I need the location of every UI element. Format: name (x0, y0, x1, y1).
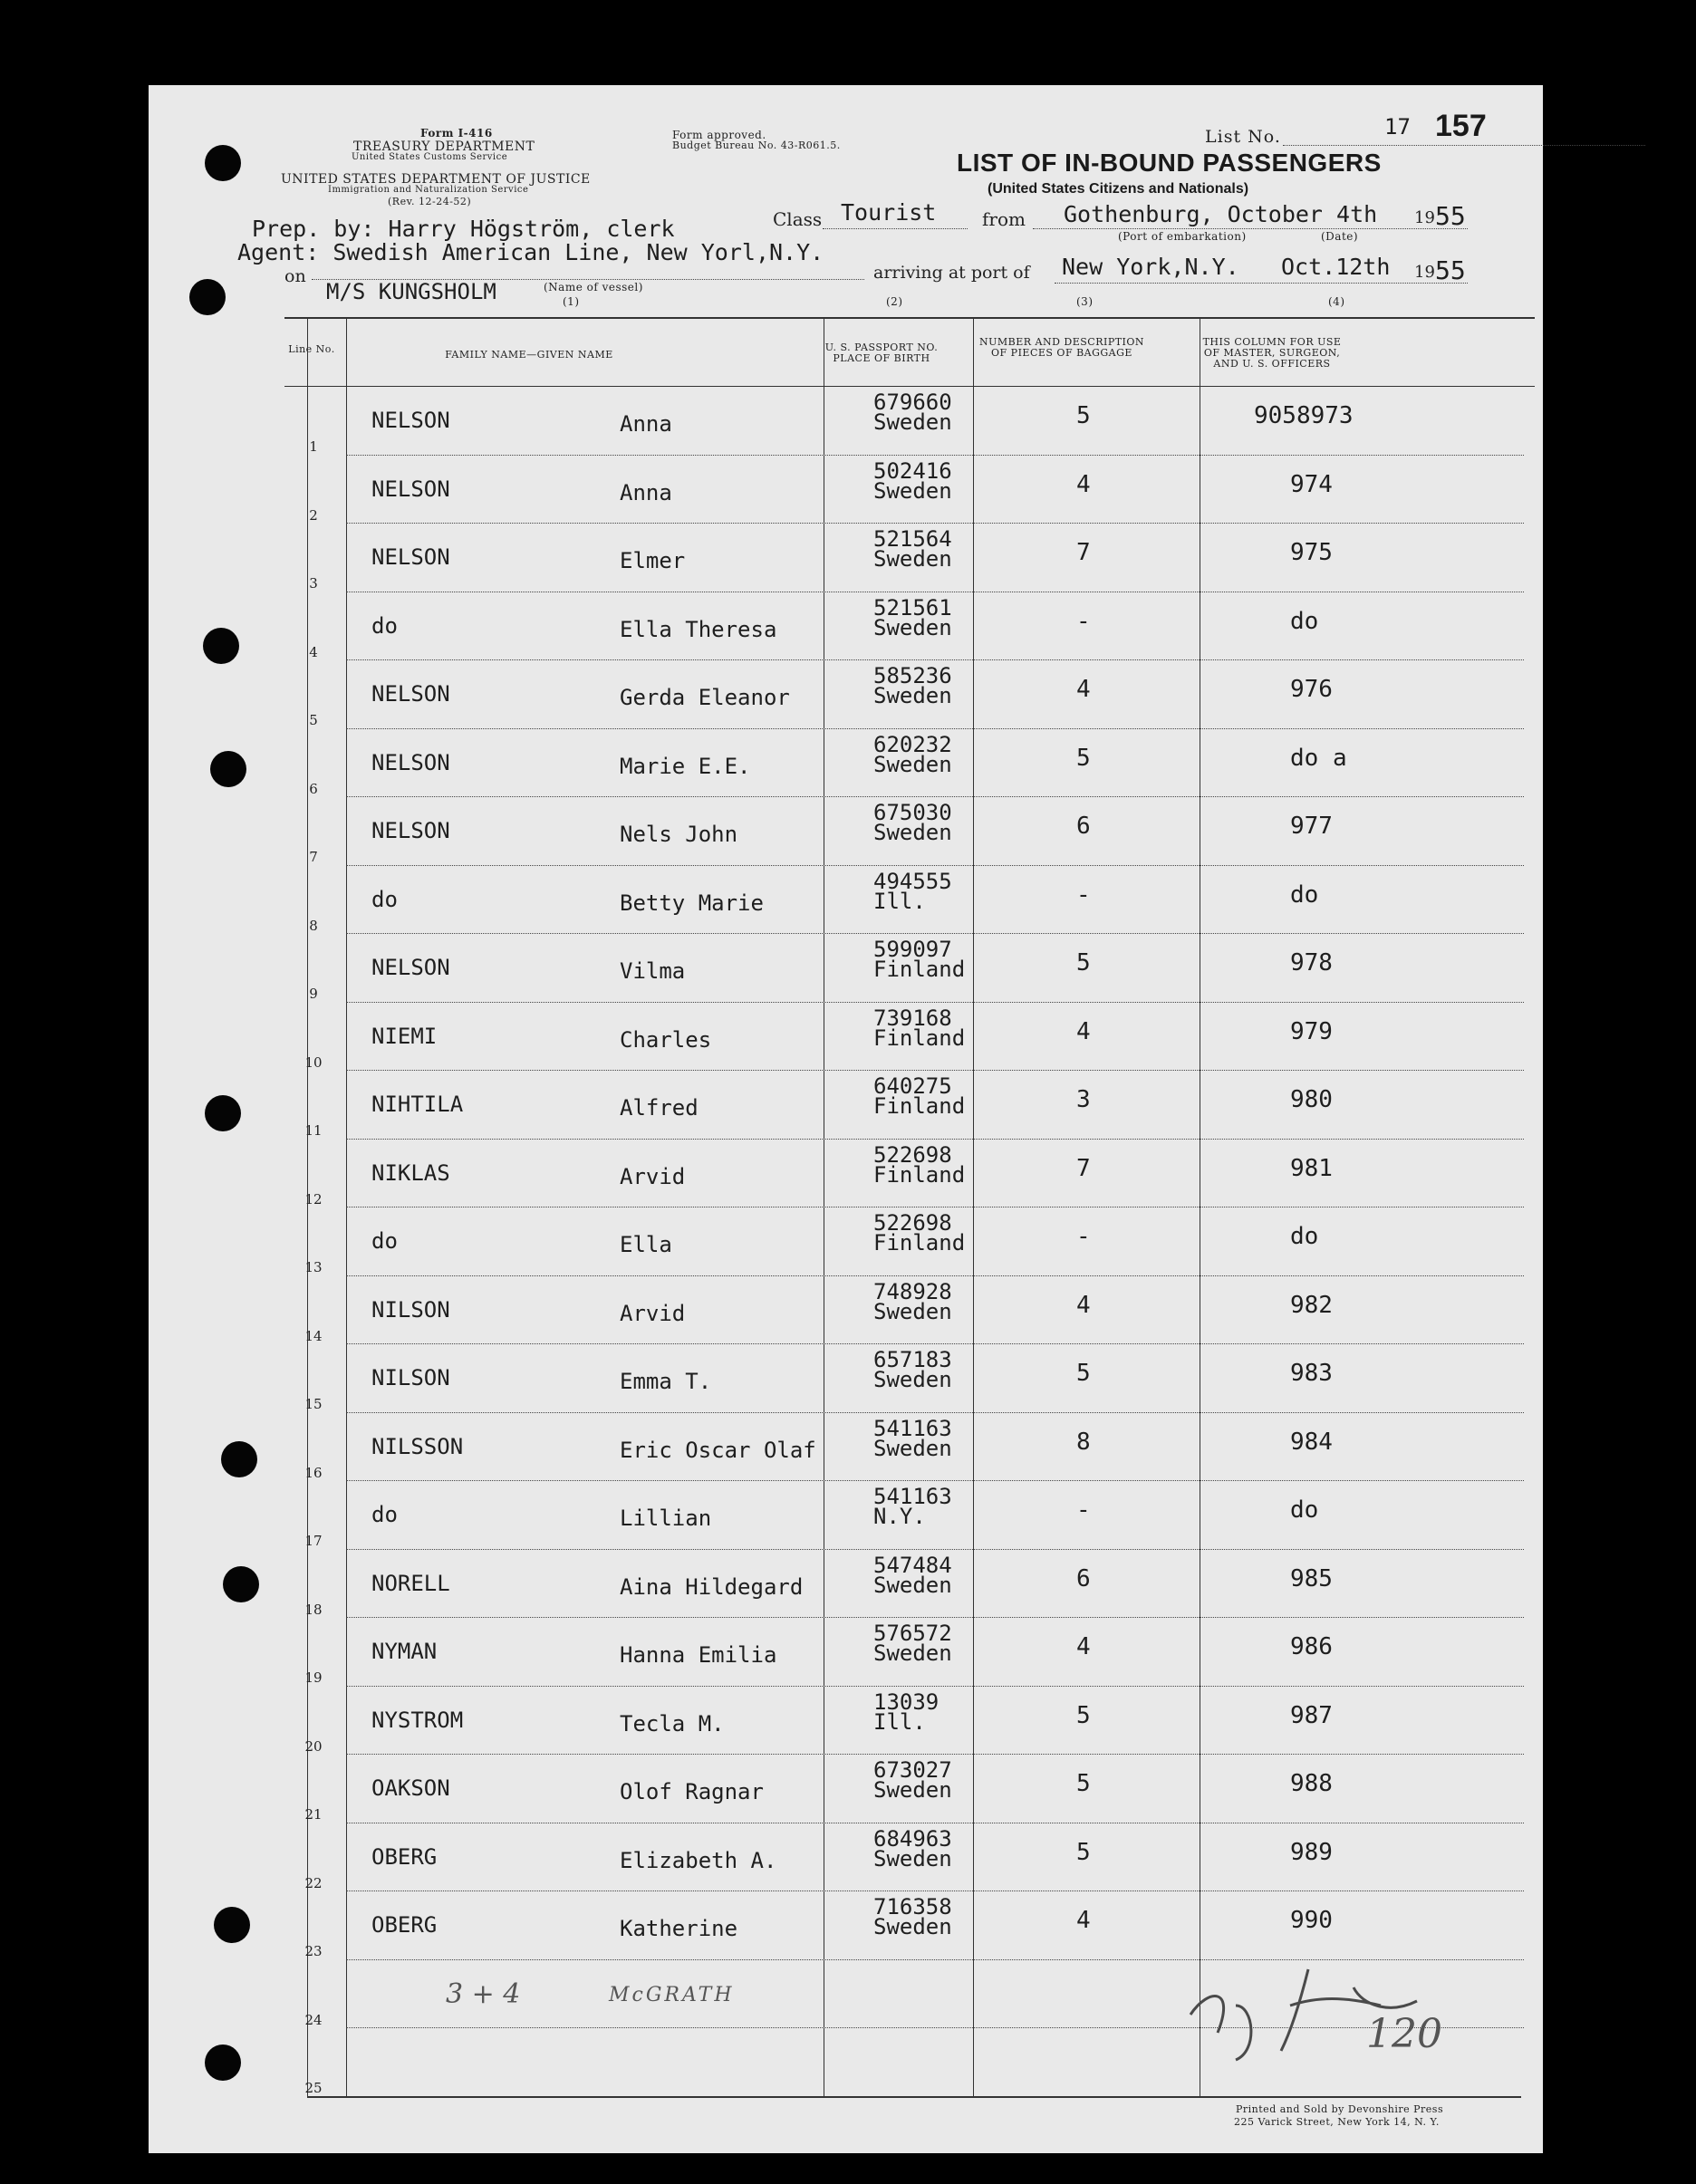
baggage-count: - (1076, 607, 1091, 635)
arrival-year: 55 (1435, 255, 1466, 285)
treasury-department: TREASURY DEPARTMENT (353, 140, 535, 154)
class-label: Class (773, 208, 823, 230)
column-header-baggage: NUMBER AND DESCRIPTION OF PIECES OF BAGGAGE (978, 336, 1145, 359)
row-separator (346, 1686, 1524, 1687)
family-name: do (371, 1228, 398, 1254)
place-of-birth: Sweden (873, 1572, 952, 1598)
list-page-number: 17 (1384, 114, 1411, 140)
embark-year: 55 (1435, 201, 1466, 231)
line-number: 12 (304, 1190, 323, 1207)
officer-entry: 990 (1290, 1907, 1333, 1934)
passport-number: 541163 (873, 1484, 952, 1509)
punch-hole (223, 1566, 259, 1602)
baggage-count: 3 (1076, 1086, 1091, 1113)
family-name: NELSON (371, 955, 450, 980)
line-number: 25 (304, 2080, 323, 2096)
baggage-count: 5 (1076, 402, 1091, 429)
row-separator (346, 728, 1524, 729)
column-header-passport: U. S. PASSPORT NO. PLACE OF BIRTH (824, 342, 939, 364)
given-name: Ella Theresa (620, 616, 777, 642)
line-number: 22 (304, 1874, 323, 1891)
family-name: do (371, 1502, 398, 1527)
passport-number: 547484 (873, 1552, 952, 1578)
officer-entry: 985 (1290, 1564, 1333, 1592)
row-separator (346, 659, 1524, 660)
family-name: NILSON (371, 1296, 450, 1323)
given-name: Charles (620, 1026, 712, 1053)
given-name: Hanna Emilia (620, 1642, 777, 1668)
place-of-birth: Sweden (873, 477, 952, 504)
officer-entry: do (1290, 1223, 1319, 1250)
given-name: Gerda Eleanor (620, 685, 790, 710)
given-name: Anna (620, 479, 672, 505)
handwritten-total: 120 (1366, 2011, 1442, 2057)
baggage-count: 4 (1076, 470, 1091, 498)
line-number: 24 (304, 2011, 323, 2028)
prepared-by: Prep. by: Harry Högström, clerk (252, 216, 675, 242)
line-number: 3 (309, 575, 318, 592)
date-caption: (Date) (1321, 230, 1359, 243)
family-name: NELSON (371, 749, 450, 775)
place-of-birth: Finland (873, 1230, 966, 1256)
passport-number: 576572 (873, 1621, 952, 1646)
place-of-birth: Sweden (873, 409, 952, 435)
officer-entry: 974 (1290, 470, 1333, 498)
family-name: do (371, 886, 398, 912)
place-of-birth: Sweden (873, 820, 952, 845)
place-of-birth: Finland (873, 1025, 966, 1051)
line-number: 4 (309, 643, 318, 660)
officer-entry: 986 (1290, 1633, 1333, 1660)
passport-number: 599097 (873, 937, 952, 962)
officer-entry: 978 (1290, 949, 1333, 977)
passport-number: 739168 (873, 1005, 952, 1031)
punch-hole (221, 1441, 257, 1477)
list-number-label: List No. (1205, 127, 1281, 147)
place-of-birth: Sweden (873, 1914, 952, 1939)
row-separator (346, 865, 1524, 866)
line-number: 1 (309, 438, 318, 455)
passport-number: 748928 (873, 1278, 952, 1304)
family-name: NIHTILA (371, 1092, 464, 1117)
passport-number: 502416 (873, 457, 952, 484)
family-name: NILSSON (371, 1433, 464, 1459)
family-name: NELSON (371, 818, 450, 843)
baggage-count: - (1076, 1223, 1091, 1250)
place-of-birth: Finland (873, 1093, 966, 1119)
line-number: 14 (304, 1327, 323, 1344)
arrival-year-prefix: 19 (1414, 263, 1435, 282)
given-name: Elmer (620, 548, 686, 573)
column-header-line: Line No. (288, 343, 335, 355)
line-number: 21 (304, 1806, 323, 1823)
place-of-birth: Sweden (873, 1298, 952, 1324)
baggage-count: 5 (1076, 744, 1091, 772)
given-name: Alfred (620, 1095, 699, 1121)
given-name: Katherine (620, 1916, 738, 1941)
family-name: OAKSON (371, 1775, 450, 1801)
arrival-date: Oct.12th (1281, 254, 1391, 280)
class-value: Tourist (841, 199, 937, 226)
punch-hole (205, 1095, 241, 1131)
line-number: 9 (309, 986, 318, 1002)
row-separator (346, 1617, 1524, 1618)
place-of-birth: Finland (873, 957, 966, 982)
punch-hole (203, 628, 239, 664)
passport-number: 673027 (873, 1757, 952, 1783)
officer-entry: 982 (1290, 1291, 1333, 1319)
vessel-caption: (Name of vessel) (544, 281, 643, 293)
place-of-birth: Sweden (873, 1367, 952, 1392)
passport-number: 585236 (873, 663, 952, 688)
passport-number: 675030 (873, 800, 952, 825)
form-revision: (Rev. 12-24-52) (388, 196, 472, 207)
row-separator (346, 1549, 1524, 1550)
place-of-birth: Sweden (873, 1845, 952, 1871)
baggage-count: 5 (1076, 1838, 1091, 1866)
handwritten-note-name: McGRATH (609, 1984, 735, 2006)
given-name: Olof Ragnar (620, 1779, 764, 1804)
place-of-birth: Sweden (873, 546, 952, 572)
family-name: NIKLAS (371, 1159, 450, 1186)
embark-caption: (Port of embarkation) (1118, 230, 1247, 243)
given-name: Marie E.E. (620, 753, 751, 779)
officer-entry: do (1290, 607, 1319, 635)
family-name: NELSON (371, 544, 450, 570)
place-of-birth: N.Y. (873, 1504, 926, 1529)
row-separator (346, 523, 1524, 524)
budget-bureau: Budget Bureau No. 43-R061.5. (672, 140, 841, 151)
line-number: 10 (304, 1054, 323, 1071)
passport-number: 716358 (873, 1894, 952, 1919)
given-name: Tecla M. (620, 1710, 725, 1737)
family-name: NILSON (371, 1365, 450, 1390)
column-header-officers: THIS COLUMN FOR USE OF MASTER, SURGEON, AND U. S. OFFICERS (1202, 336, 1342, 370)
given-name: Elizabeth A. (620, 1847, 777, 1873)
from-label: from (982, 208, 1026, 230)
passport-number: 657183 (873, 1347, 952, 1372)
baggage-count: 5 (1076, 1770, 1091, 1797)
officer-entry: 989 (1290, 1838, 1333, 1866)
on-label: on (284, 266, 306, 286)
row-separator (346, 1343, 1524, 1344)
baggage-count: 4 (1076, 1291, 1091, 1319)
column-number-2: (2) (886, 295, 903, 308)
line-number: 23 (304, 1943, 323, 1959)
printer-line-2: 225 Varick Street, New York 14, N. Y. (1234, 2116, 1440, 2128)
column-header-name: FAMILY NAME—GIVEN NAME (445, 349, 613, 361)
family-name: NELSON (371, 408, 450, 433)
passport-number: 620232 (873, 731, 952, 757)
officer-entry: 980 (1290, 1086, 1333, 1113)
given-name: Betty Marie (620, 890, 764, 916)
officer-entry: 9058973 (1254, 402, 1354, 429)
place-of-birth: Sweden (873, 683, 952, 708)
officer-entry: do a (1290, 744, 1347, 772)
passport-number: 522698 (873, 1141, 952, 1168)
row-separator (346, 455, 1524, 456)
place-of-birth: Ill. (873, 1708, 926, 1735)
justice-department: UNITED STATES DEPARTMENT OF JUSTICE (281, 172, 591, 187)
officer-entry: 979 (1290, 1017, 1333, 1045)
family-name: NYMAN (371, 1639, 438, 1664)
officer-entry: do (1290, 1496, 1319, 1524)
column-number-3: (3) (1076, 295, 1094, 308)
line-number: 15 (304, 1396, 323, 1412)
immigration-service: Immigration and Naturalization Service (328, 185, 529, 195)
line-number: 17 (304, 1533, 323, 1549)
baggage-count: 4 (1076, 1633, 1091, 1660)
line-number: 13 (304, 1259, 323, 1275)
given-name: Arvid (620, 1163, 686, 1189)
passport-number: 13039 (873, 1689, 940, 1715)
baggage-count: 4 (1076, 676, 1091, 703)
line-number: 19 (304, 1669, 323, 1686)
row-separator (346, 1275, 1524, 1276)
column-number-1: (1) (563, 295, 580, 308)
printer-line-1: Printed and Sold by Devonshire Press (1236, 2103, 1444, 2115)
baggage-count: 6 (1076, 1564, 1091, 1592)
baggage-count: - (1076, 880, 1091, 909)
place-of-birth: Sweden (873, 614, 952, 640)
column-number-4: (4) (1328, 295, 1345, 308)
customs-service: United States Customs Service (352, 152, 508, 162)
officer-entry: do (1290, 880, 1319, 909)
form-number: Form I-416 (420, 127, 493, 140)
baggage-count: 4 (1076, 1907, 1091, 1934)
punch-hole (189, 279, 226, 315)
given-name: Ella (620, 1232, 672, 1257)
punch-hole (205, 2044, 241, 2081)
family-name: NELSON (371, 476, 450, 502)
row-separator (346, 1002, 1524, 1003)
embarkation: Gothenburg, October 4th (1064, 201, 1378, 227)
row-separator (346, 796, 1524, 797)
officer-entry: 976 (1290, 676, 1333, 703)
place-of-birth: Sweden (873, 1777, 952, 1803)
vessel-name: M/S KUNGSHOLM (326, 279, 496, 304)
handwritten-note-count: 3 + 4 (446, 1978, 521, 2010)
given-name: Nels John (620, 822, 738, 847)
officer-entry: 987 (1290, 1701, 1333, 1729)
passport-number: 521561 (873, 594, 952, 621)
list-number: 157 (1435, 109, 1487, 143)
given-name: Lillian (620, 1506, 712, 1531)
officer-entry: 975 (1290, 539, 1333, 566)
line-number: 11 (304, 1122, 323, 1139)
arriving-label: arriving at port of (873, 263, 1030, 283)
passport-number: 522698 (873, 1210, 952, 1236)
family-name: NORELL (371, 1570, 450, 1596)
baggage-count: 4 (1076, 1017, 1091, 1045)
form-approved: Form approved. (672, 129, 766, 141)
given-name: Anna (620, 411, 672, 437)
place-of-birth: Sweden (873, 751, 952, 777)
row-separator (346, 1754, 1524, 1755)
family-name: NELSON (371, 681, 450, 707)
passport-number: 494555 (873, 868, 952, 894)
embark-year-prefix: 19 (1414, 208, 1435, 227)
page-subtitle: (United States Citizens and Nationals) (988, 181, 1249, 197)
passport-number: 541163 (873, 1415, 952, 1441)
officer-entry: 988 (1290, 1770, 1333, 1797)
family-name: do (371, 612, 398, 639)
family-name: OBERG (371, 1912, 438, 1938)
agent: Agent: Swedish American Line, New Yorl,N.Y. (237, 239, 824, 265)
given-name: Arvid (620, 1300, 686, 1326)
baggage-count: 6 (1076, 813, 1091, 840)
row-separator (346, 1139, 1524, 1140)
officer-entry: 984 (1290, 1428, 1333, 1456)
officer-entry: 983 (1290, 1360, 1333, 1387)
place-of-birth: Finland (873, 1161, 966, 1188)
line-number: 16 (304, 1464, 323, 1481)
officer-entry: 981 (1290, 1154, 1333, 1182)
baggage-count: - (1076, 1496, 1091, 1524)
line-number: 7 (309, 849, 318, 865)
row-separator (346, 933, 1524, 934)
line-number: 8 (309, 917, 318, 934)
row-separator (346, 1480, 1524, 1481)
given-name: Vilma (620, 958, 686, 984)
baggage-count: 7 (1076, 539, 1091, 566)
place-of-birth: Sweden (873, 1435, 952, 1461)
given-name: Eric Oscar Olaf (620, 1437, 816, 1463)
baggage-count: 5 (1076, 949, 1091, 977)
row-separator (346, 1412, 1524, 1413)
punch-hole (214, 1907, 250, 1943)
family-name: NYSTROM (371, 1707, 464, 1733)
given-name: Emma T. (620, 1369, 712, 1394)
family-name: OBERG (371, 1843, 438, 1870)
baggage-count: 5 (1076, 1701, 1091, 1729)
baggage-count: 7 (1076, 1154, 1091, 1182)
punch-hole (205, 145, 241, 181)
line-number: 20 (304, 1737, 323, 1755)
line-number: 6 (309, 780, 318, 797)
given-name: Aina Hildegard (620, 1573, 804, 1600)
line-number: 5 (309, 712, 318, 728)
officer-entry: 977 (1290, 813, 1333, 840)
arrival-port: New York,N.Y. (1062, 254, 1239, 280)
row-separator (346, 1070, 1524, 1071)
passport-number: 679660 (873, 390, 952, 415)
line-number: 2 (309, 506, 318, 524)
baggage-count: 8 (1076, 1428, 1091, 1456)
baggage-count: 5 (1076, 1360, 1091, 1387)
page-title: LIST OF IN-BOUND PASSENGERS (957, 149, 1382, 177)
manifest-page (149, 85, 1543, 2153)
passport-number: 521564 (873, 526, 952, 552)
family-name: NIEMI (371, 1023, 438, 1049)
passport-number: 640275 (873, 1073, 952, 1099)
punch-hole (210, 751, 246, 787)
passport-number: 684963 (873, 1825, 952, 1852)
line-number: 18 (304, 1601, 323, 1618)
place-of-birth: Sweden (873, 1640, 952, 1666)
place-of-birth: Ill. (873, 888, 926, 914)
